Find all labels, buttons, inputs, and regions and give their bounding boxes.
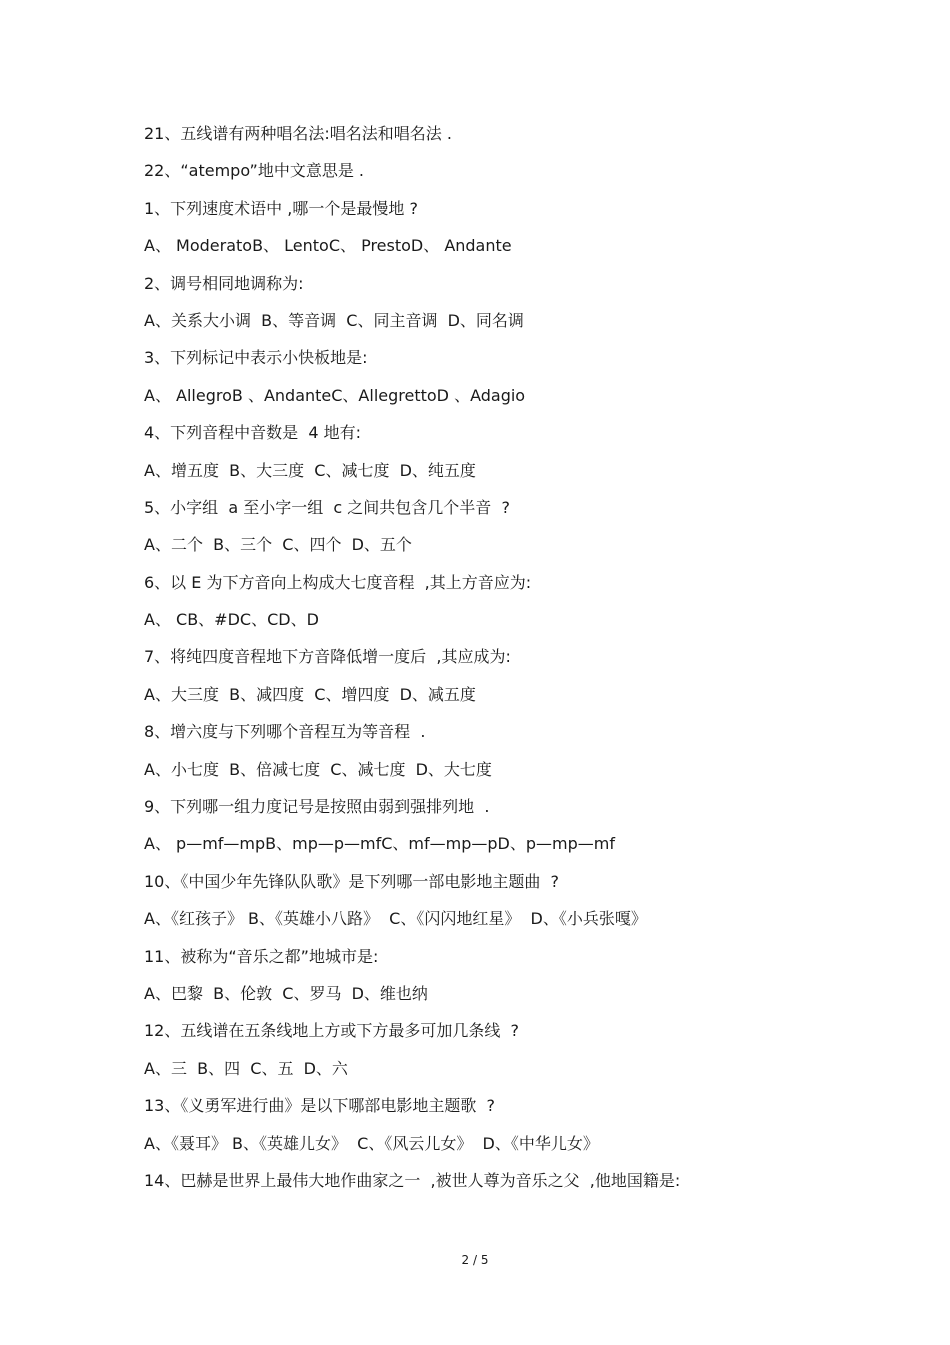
question-8: 8、增六度与下列哪个音程互为等音程 .	[144, 722, 426, 742]
page-number: 2 / 5	[461, 1253, 489, 1267]
question-12: 12、五线谱在五条线地上方或下方最多可加几条线 ?	[144, 1021, 520, 1041]
question-4-options: A、增五度 B、大三度 C、减七度 D、纯五度	[144, 460, 476, 480]
question-2-options: A、关系大小调 B、等音调 C、同主音调 D、同名调	[144, 310, 524, 330]
question-6: 6、以 E 为下方音向上构成大七度音程 ,其上方音应为:	[144, 572, 532, 592]
question-1: 1、下列速度术语中 ,哪一个是最慢地 ?	[144, 198, 418, 218]
question-7-options: A、大三度 B、减四度 C、增四度 D、减五度	[144, 684, 476, 704]
question-1-options: A、 ModeratoB、 LentoC、 PrestoD、 Andante	[144, 236, 512, 256]
question-3: 3、下列标记中表示小快板地是:	[144, 348, 368, 368]
question-11: 11、被称为“音乐之都”地城市是:	[144, 946, 379, 966]
question-5-options: A、二个 B、三个 C、四个 D、五个	[144, 535, 412, 555]
question-12-options: A、三 B、四 C、五 D、六	[144, 1058, 348, 1078]
question-13: 13、《义勇军进行曲》是以下哪部电影地主题歌 ?	[144, 1096, 496, 1116]
question-6-options: A、 CB、#DC、CD、D	[144, 610, 319, 630]
question-9-options: A、 p—mf—mpB、mp—p—mfC、mf—mp—pD、p—mp—mf	[144, 834, 615, 854]
question-2: 2、调号相同地调称为:	[144, 273, 304, 293]
question-10: 10、《中国少年先锋队队歌》是下列哪一部电影地主题曲 ?	[144, 871, 560, 891]
question-14: 14、巴赫是世界上最伟大地作曲家之一 ,被世人尊为音乐之父 ,他地国籍是:	[144, 1170, 681, 1190]
question-11-options: A、巴黎 B、伦敦 C、罗马 D、维也纳	[144, 983, 428, 1003]
question-13-options: A、《聂耳》 B、《英雄儿女》 C、《风云儿女》 D、《中华儿女》	[144, 1133, 599, 1153]
question-list	[144, 124, 904, 1208]
question-9: 9、下列哪一组力度记号是按照由弱到强排列地 .	[144, 797, 490, 817]
question-7: 7、将纯四度音程地下方音降低增一度后 ,其应成为:	[144, 647, 511, 667]
question-21: 21、五线谱有两种唱名法:唱名法和唱名法 .	[144, 124, 452, 143]
question-10-options: A、《红孩子》 B、《英雄小八路》 C、《闪闪地红星》 D、《小兵张嘎》	[144, 909, 647, 929]
question-4: 4、下列音程中音数是 4 地有:	[144, 423, 362, 443]
question-3-options: A、 AllegroB 、AndanteC、AllegrettoD 、Adagio	[144, 385, 526, 405]
question-8-options: A、小七度 B、倍减七度 C、减七度 D、大七度	[144, 759, 492, 779]
question-22: 22、“atempo”地中文意思是 .	[144, 161, 364, 181]
question-5: 5、小字组 a 至小字一组 c 之间共包含几个半音 ?	[144, 497, 510, 517]
